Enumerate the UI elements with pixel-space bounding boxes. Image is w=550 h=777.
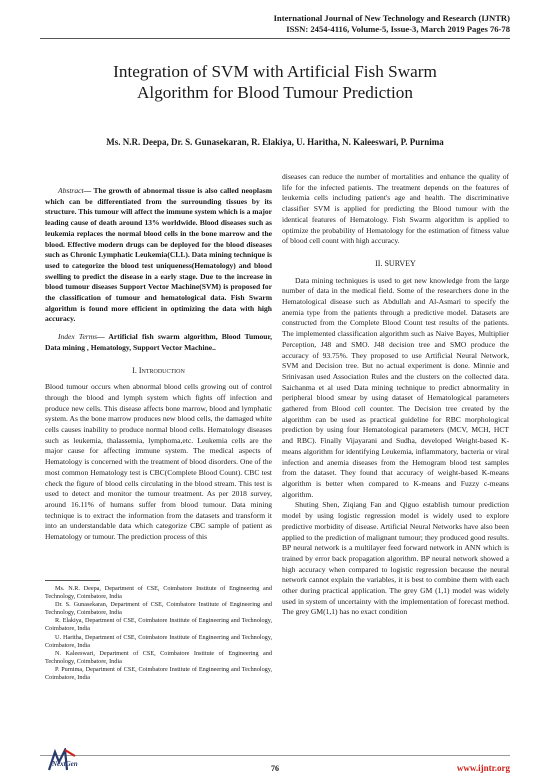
survey-paragraph-2: Shuting Shen, Ziqiang Fan and Qiguo establish tumour prediction model by using logistic regression model is widely used to explore predictive morbidity of disease. Artificial Neural Networks have also been applied to the prediction of malignant tumour; they produced good results. BP neural network is a multilayer feed forward network in ANN which is trained by error back propagation algorithm. BP neural network showed a high accuracy when compared to logistic regression because the neural network cannot explain the variables, it is best to combine them with each other during practical application. The grey GM (1,1) model was widely used in system of uncertainty with the implementation of forecast method. The grey GM(1,1) has no exact condition: [282, 500, 509, 617]
page-number: 76: [271, 764, 279, 773]
index-terms-label: Index Terms: [58, 332, 98, 342]
introduction-paragraph: Blood tumour occurs when abnormal blood cells growing out of control through the blood and lymph system which fights off infection and produce new cells. This disease affects bone marrow, blood and lymphatic system. As the bone marrow produces new blood cells, the damaged white cells causes inability to produce normal blood cells. Hematology diseases such as leukemia, thalassemia, lymphoma,etc. Leukemia cells are the major cause for affecting immune system. The medical aspects of Hematology is concerned with the treatment of blood disorders. One of the most common Hematology test is CBC(Complete Blood Count). CBC test check the figure of blood cells circulating in the blood stream. This test is used to detect and monitor the tumour treatment. As per 2018 survey, around 16.11% of humans suffer from blood tumour. Data mining technique is to extract the information from the datasets and transform it into an understandable data which categorize CBC sample of patient as Hematology or tumour. The prediction process of this: [45, 382, 272, 542]
journal-issn: ISSN: 2454-4116, Volume-5, Issue-3, March 2019 Pages 76-78: [286, 24, 510, 34]
affiliation-item: P. Purnima, Department of CSE, Coimbatore Institute of Engineering and Technology, Coimbatore, India: [45, 665, 272, 682]
affiliation-item: R. Elakiya, Department of CSE, Coimbatore Institute of Engineering and Technology, Coimbatore, India: [45, 617, 272, 633]
right-column: [282, 172, 509, 618]
affiliation-item: Dr. S. Gunasekaran, Department of CSE, Coimbatore Institute of Engineering and Technology, Coimbatore, India: [45, 601, 272, 617]
title-line-1: Integration of SVM with Artificial Fish Swarm: [113, 62, 437, 81]
journal-name: International Journal of New Technology and Research (IJNTR): [273, 13, 510, 23]
author-list: Ms. N.R. Deepa, Dr. S. Gunasekaran, R. Elakiya, U. Haritha, N. Kaleeswari, P. Purnima: [106, 137, 444, 147]
journal-header: [274, 13, 510, 35]
logo-wordmark: NextGen: [52, 760, 78, 768]
journal-url[interactable]: www.ijntr.org: [456, 763, 510, 773]
index-terms: [45, 332, 272, 353]
section-heading-introduction: I. Introduction: [132, 365, 185, 375]
paper-title: [40, 62, 510, 103]
title-line-2: Algorithm for Blood Tumour Prediction: [137, 82, 413, 102]
footer-divider: [40, 755, 510, 756]
survey-paragraph-1: Data mining techniques is used to get new knowledge from the large number of data in the medical field. Some of the researchers done in the Hematological disease such as Abdullah and Al-Asmari to specify the anemia type from the patients through a predictive model. Datasets are constructed from the Complete Blood Count test results of the patients. The implemented classification algorithm such as Naive Bayes, Multiplier Perception, J48 and SMO. J48 decision tree and SMO produce the accuracy of 93.75%. They proposed to use Artificial Neural Network, SVM and Decision tree. But no actual experiment is done. Minnie and Srinivasan used Association Rules and the clusters on the collected data. Saichanma et al used Data mining technique to predict abnormality in peripheral blood smear by using dataset of Hematological parameters gathered from Blood cell counter. The Decision tree created by the algorithm can be used as practical guideline for RBC morphological prediction by using four Hematological parameters (MCV, MCH, HCT and RBC). Finally Vijayarani and Sudha, developed Weight-based K-means algorithm for identifying Leukemia, inflammatory, bacteria or viral infection and anemia diseases from the Hemogram blood test samples from the dataset. They found that accuracy of weight-based K-means algorithm is better when compared to K-means and Fuzzy c-means algorithm.: [282, 275, 509, 499]
footnote-divider: [45, 580, 100, 581]
abstract-text: — The growth of abnormal tissue is also called neoplasm which can be differentiated from the surrounding tissues by its structure. This tumour will affect the immune system which is a major leading cause of death around 13% worldwide. Blood diseases such as leukemia replaces the normal blood cells in the bone marrow and the blood. Effective modern drugs can be deployed for the blood diseases such as Chronic Lymphatic Leukemia(CLL). Data mining technique is used to categorize the blood test uniqueness(Hematology) and blood swelling to predict the disease in a early stage. Due to the increase in blood tumour diseases Support Vector Machine(SVM) is proposed for the classification of tumour and hematological data. Fish Swarm algorithm is found more efficient in optimizing the data with high accuracy.: [45, 186, 272, 324]
affiliation-item: Ms. N.R. Deepa, Department of CSE, Coimbatore Institute of Engineering and Technology, Coimbatore, India: [45, 585, 272, 601]
section-heading-survey: II. SURVEY: [375, 258, 416, 268]
abstract: [45, 186, 272, 325]
index-terms-text: — Artificial fish swarm algorithm, Blood Tumour, Data mining , Hematology, Support Vector Machine..: [45, 332, 273, 352]
header-divider: [40, 38, 510, 39]
affiliation-item: U. Haritha, Department of CSE, Coimbatore Institute of Engineering and Technology, Coimbatore, India: [45, 633, 272, 649]
affiliation-item: N. Kaleeswari, Department of CSE, Coimbatore Institute of Engineering and Technology, Coimbatore, India: [45, 649, 272, 665]
continued-paragraph: diseases can reduce the number of mortalities and enhance the quality of life for the infected patients. The treatment depends on the features of leukemia cells including patient's age and health. The discriminative classifier SVM is applied for predicting the Blood tumour with the identical features of Hematology. Fish Swarm algorithm is applied to optimize the probability of Hematology for the estimation of fitness value of blood cell count with high accuracy.: [282, 172, 509, 246]
left-column: [45, 186, 272, 543]
abstract-label: Abstract: [58, 186, 84, 195]
affiliation-notes: [45, 580, 272, 682]
